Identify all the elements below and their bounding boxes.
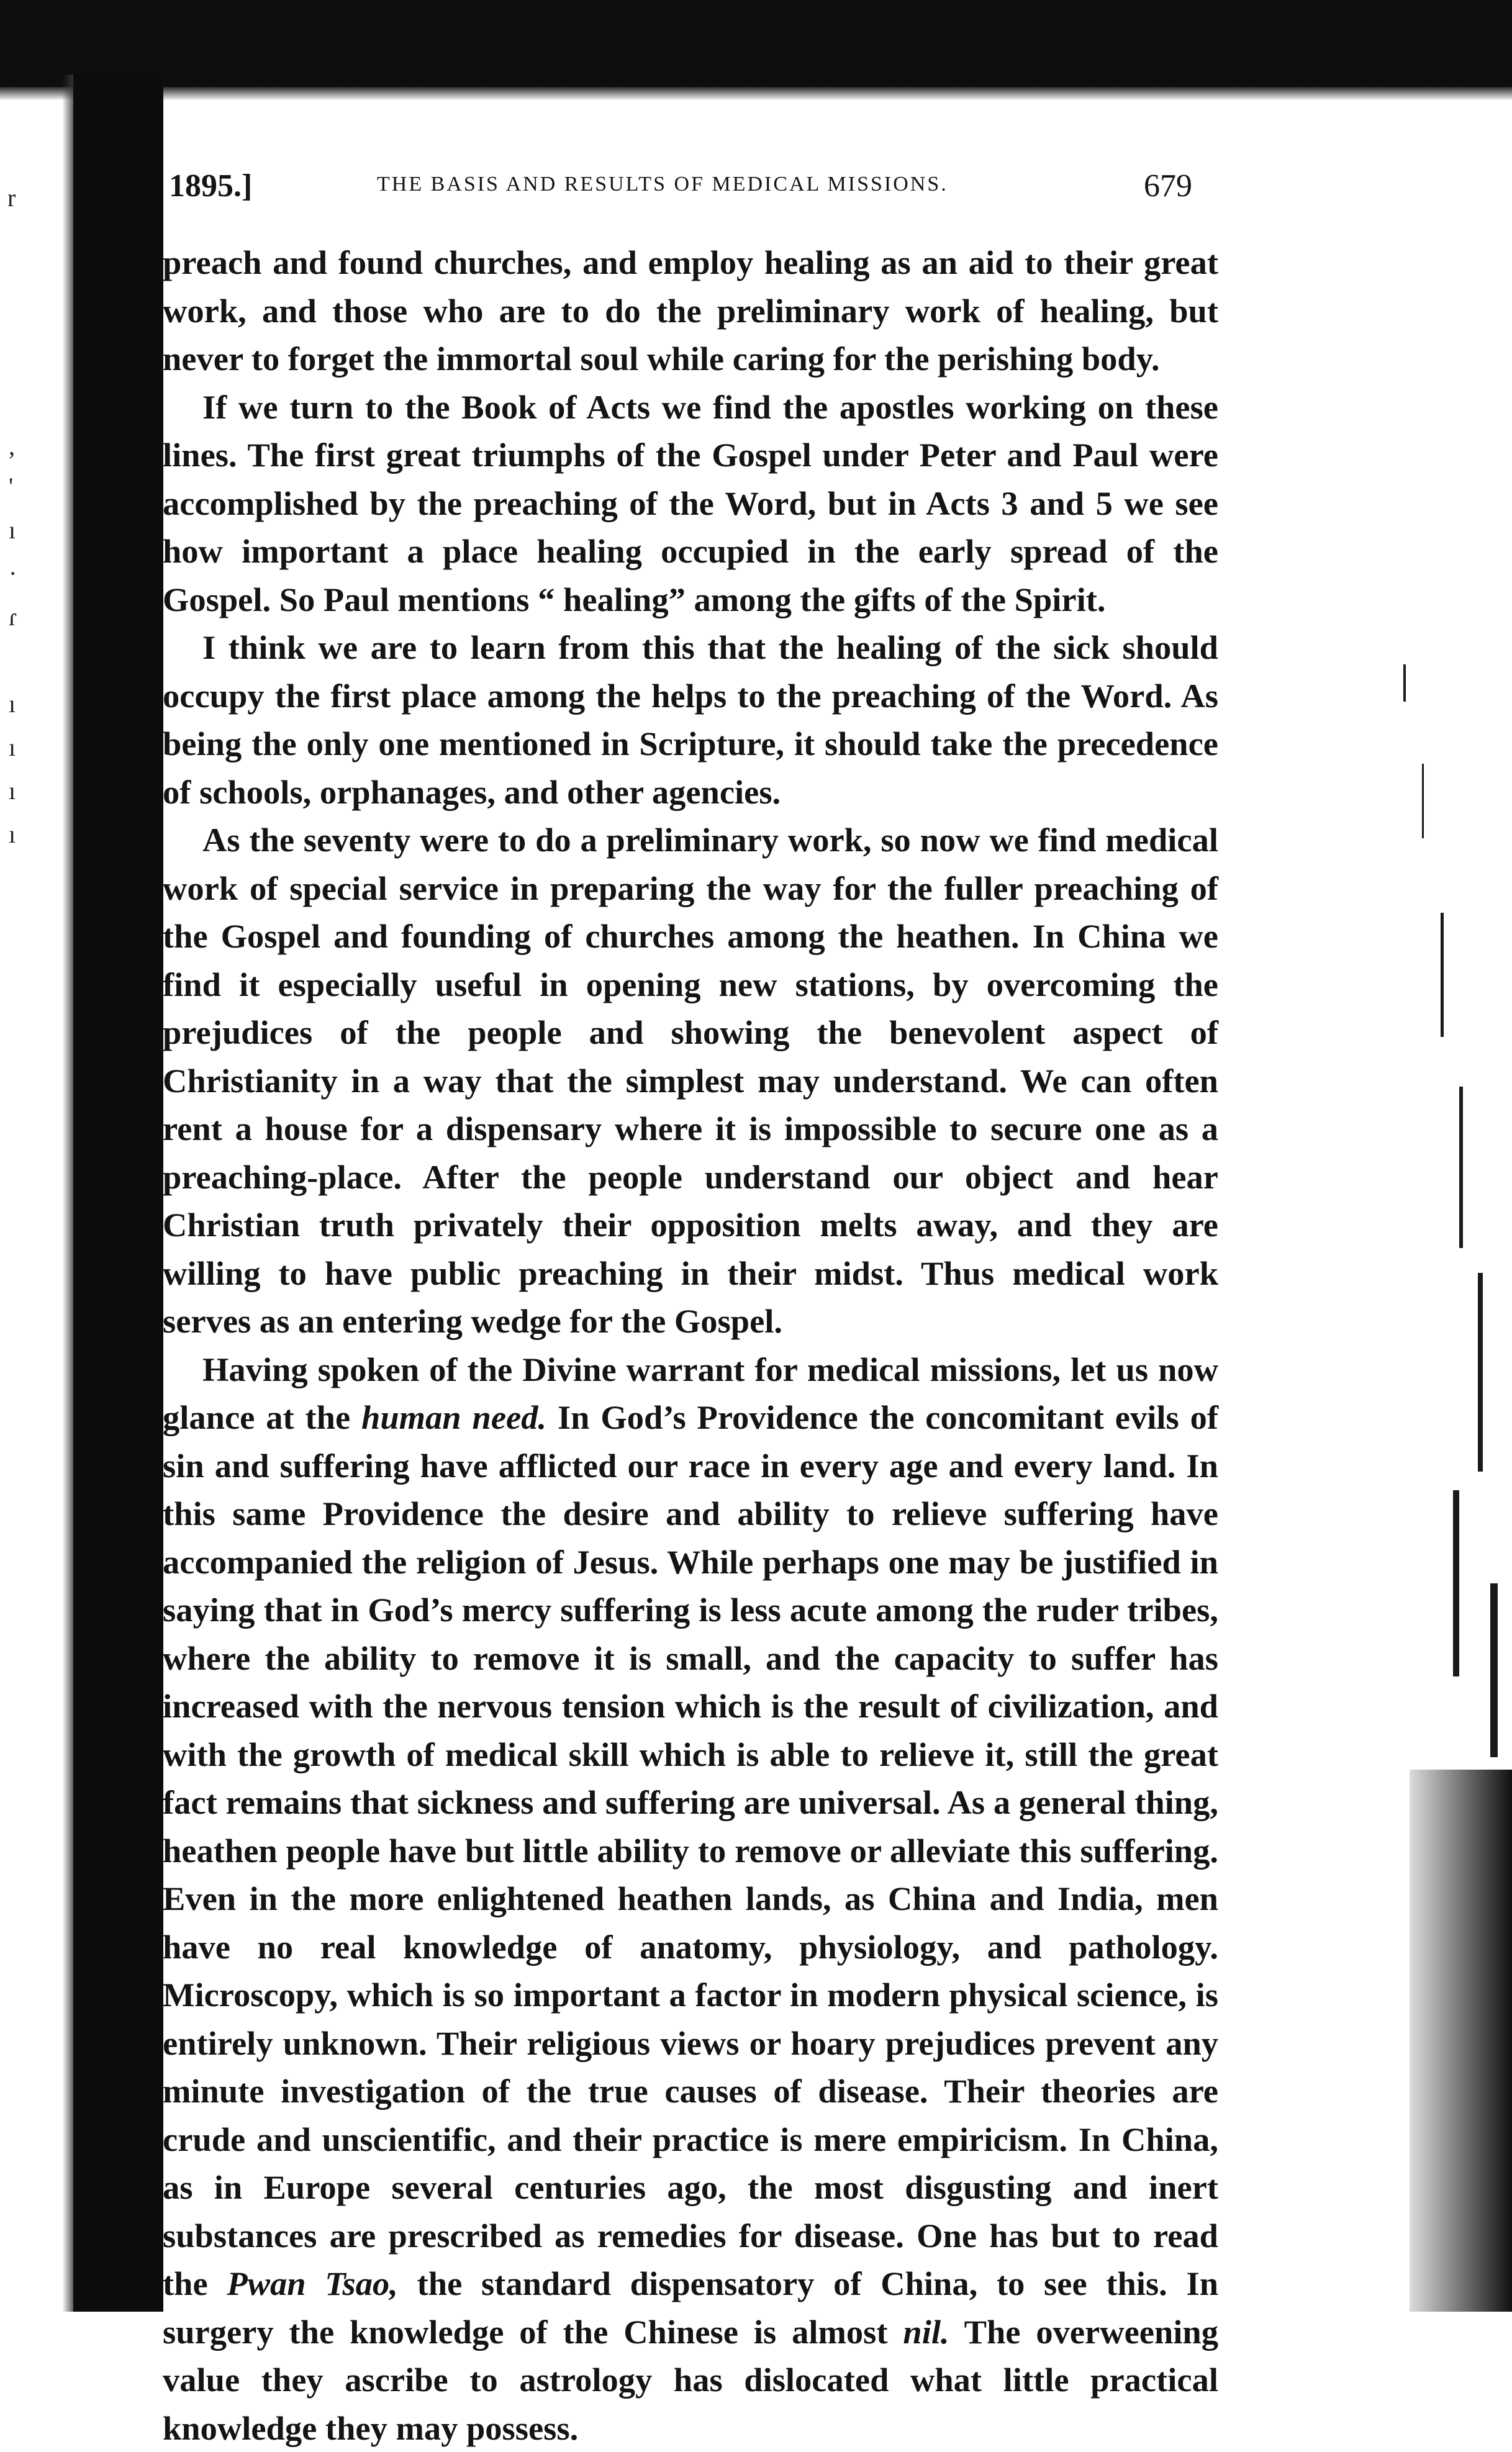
paragraph-text: Having spoken of the Divine warrant for medical missions, let us now glance at the: [163, 1350, 1218, 1437]
scan-binding-shadow: [73, 75, 163, 2312]
paragraph: preach and found churches, and employ healing as an aid to their great work, and those who are to do the preliminary work of healing, but never to forget the immortal soul while caring for the perishing body.: [163, 238, 1218, 383]
emphasis-text: human need.: [361, 1398, 546, 1436]
body-text: [163, 238, 1218, 2452]
running-head-year: 1895.]: [169, 168, 252, 204]
scan-top-shadow: [0, 0, 1512, 87]
paragraph: [163, 1346, 1218, 2452]
paragraph-text: the standard dispensatory of China, to see this. In surgery the knowledge of the Chinese is almost: [163, 2264, 1218, 2351]
paragraph-text: In God’s Providence the concomitant evils of sin and suffering have afflicted our race in every age and every land. In this same Providence the desire and ability to relieve suffering have accompanied the religion of Jesus. While perhaps one may be justified in saying that in God’s mercy suffering is less acute among the ruder tribes, where the ability to remove it is small, and the capacity to suffer has increased with the nervous tension which is the result of civilization, and with the growth of medical skill which is able to relieve it, still the great fact remains that sickness and suffering are universal. As a general thing, heathen people have but little ability to remove or alleviate this suffering. Even in the more enlightened heathen lands, as China and India, men have no real knowledge of anatomy, physiology, and pathology. Microscopy, which is so important a factor in modern physical science, is entirely unknown. Their religious views or hoary prejudices prevent any minute investigation of the true causes of disease. Their theories are crude and unscientific, and their practice is mere empiricism. In China, as in Europe several centuries ago, the most disgusting and inert substances are prescribed as remedies for disease. One has but to read the: [163, 1398, 1218, 2302]
paragraph: If we turn to the Book of Acts we find the apostles working on these lines. The first great triumphs of the Gospel under Peter and Paul were accomplished by the preaching of the Word, but in Acts 3 and 5 we see how important a place healing occupied in the early spread of the Gospel. So Paul mentions “ healing” among the gifts of the Spirit.: [163, 383, 1218, 624]
emphasis-text: Pwan Tsao,: [227, 2264, 398, 2302]
paragraph: As the seventy were to do a preliminary work, so now we find medical work of special service in preparing the way for the fuller preaching of the Gospel and founding of churches among the heathen. In China we find it especially useful in opening new stations, by overcoming the prejudices of the people and showing the benevolent aspect of Christianity in a way that the simplest may understand. We can often rent a house for a dispensary where it is impossible to secure one as a preaching-place. After the people understand our object and hear Christian truth privately their opposition melts away, and they are willing to have public preaching in their midst. Thus medical work serves as an entering wedge for the Gospel.: [163, 816, 1218, 1346]
scan-top-shadow-fade: [0, 87, 1512, 101]
page-number: 679: [1144, 168, 1192, 204]
book-page: [163, 143, 1218, 2266]
running-head-title: THE BASIS AND RESULTS OF MEDICAL MISSIONS.: [377, 173, 948, 196]
scan-right-edge-noise: [1397, 590, 1512, 2312]
paragraph: I think we are to learn from this that the healing of the sick should occupy the first place among the helps to the preaching of the Word. As being the only one mentioned in Scripture, it should take the precedence of schools, orphanages, and other agencies.: [163, 623, 1218, 816]
running-head: [163, 143, 1218, 199]
paragraph-text: The overweening value they ascribe to astrology has dislocated what little practical knowledge they may possess.: [163, 2313, 1218, 2447]
emphasis-text: nil.: [903, 2313, 949, 2351]
